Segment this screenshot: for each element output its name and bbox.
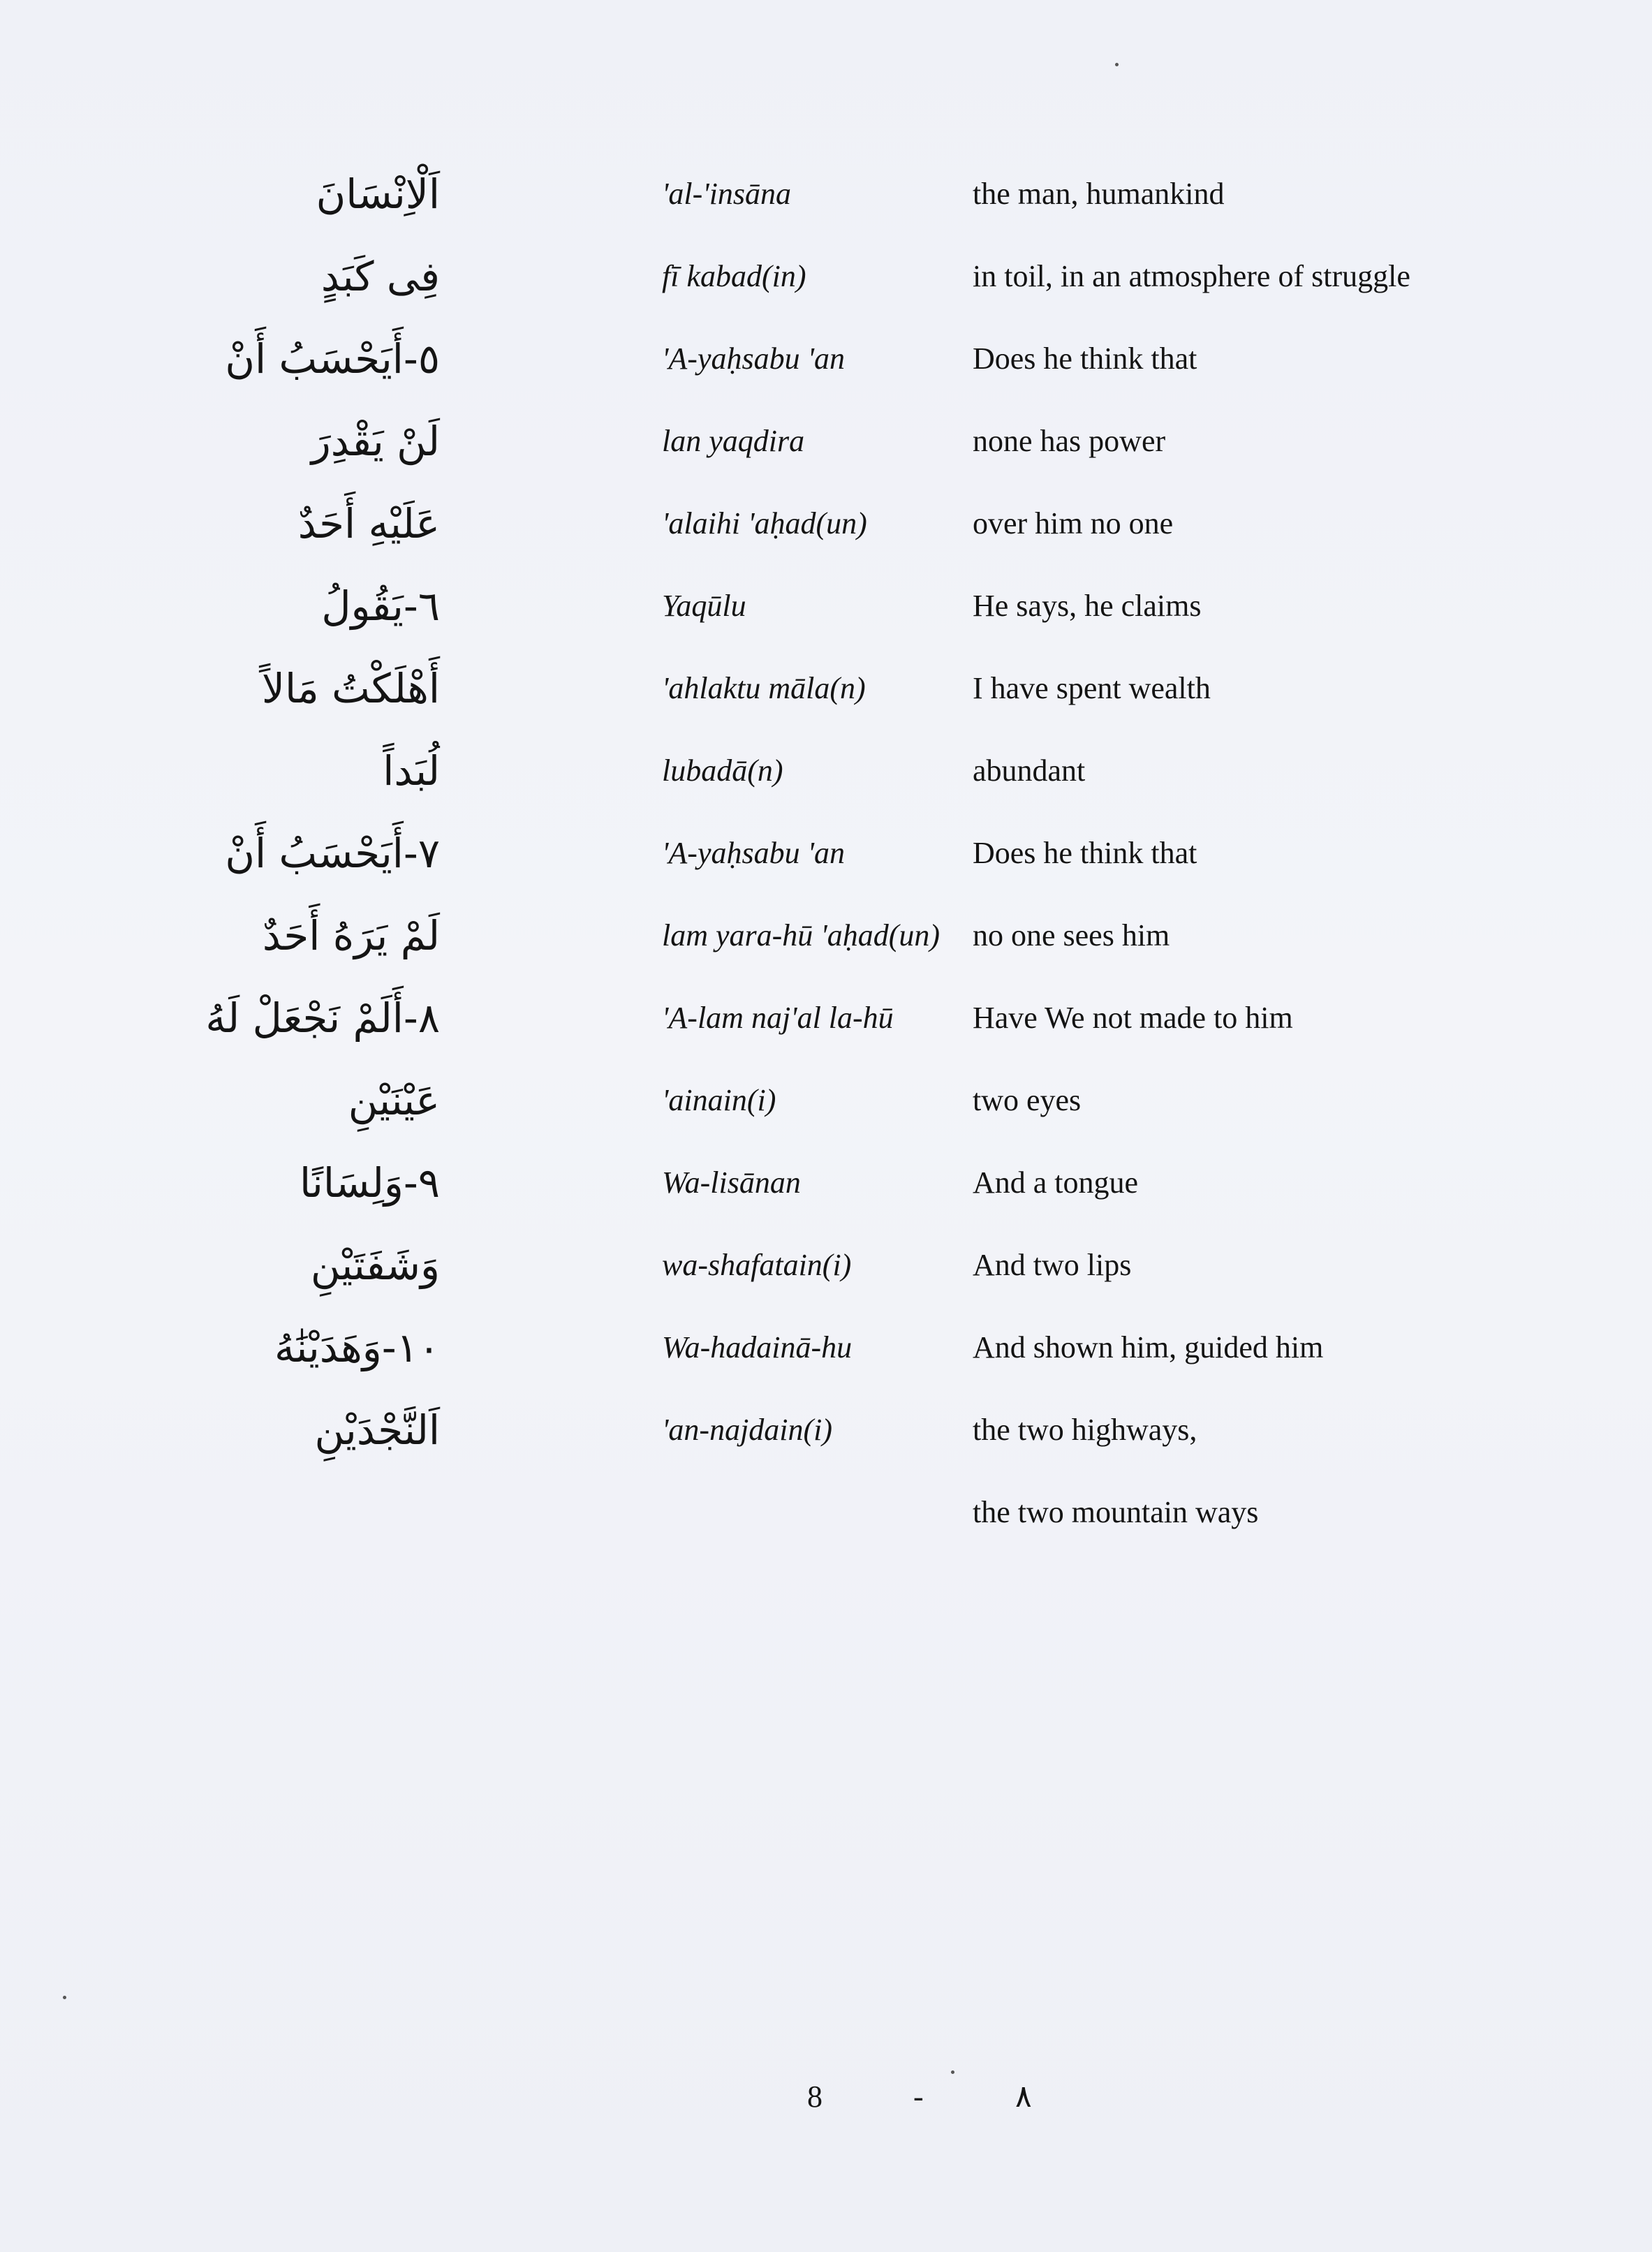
page-footer xyxy=(0,2073,1652,2121)
meaning: Does he think that xyxy=(973,341,1197,376)
transliteration: 'A-lam naj'al la-hū xyxy=(662,1001,894,1035)
meaning: And two lips xyxy=(973,1248,1132,1282)
meaning: And a tongue xyxy=(973,1165,1139,1200)
vocab-row xyxy=(0,736,1652,818)
arabic-word: لَنْ يَقْدِرَ xyxy=(311,418,440,465)
arabic-word: اَلنَّجْدَيْنِ xyxy=(314,1406,440,1454)
vocab-row xyxy=(0,1066,1652,1148)
transliteration: 'alaihi 'aḥad(un) xyxy=(662,506,867,540)
transliteration: lan yaqdira xyxy=(662,424,805,458)
arabic-word: فِى كَبَدٍ xyxy=(320,253,440,300)
transliteration: 'ainain(i) xyxy=(662,1083,776,1117)
vocabulary-list xyxy=(0,159,1652,1547)
arabic-word: أَهْلَكْتُ مَالاً xyxy=(261,665,440,712)
meaning: abundant xyxy=(973,753,1086,788)
meaning-continuation: the two mountain ways xyxy=(973,1495,1259,1529)
arabic-word: ١٠-وَهَدَيْنَٰهُ xyxy=(274,1324,440,1371)
meaning: over him no one xyxy=(973,506,1174,540)
arabic-word: ٥-أَيَحْسَبُ أَنْ xyxy=(225,335,440,383)
meaning: in toil, in an atmosphere of struggle xyxy=(973,259,1410,293)
transliteration: Wa-hadainā-hu xyxy=(662,1330,853,1364)
vocab-row xyxy=(0,489,1652,571)
transliteration: 'A-yaḥsabu 'an xyxy=(662,836,846,870)
meaning: two eyes xyxy=(973,1083,1082,1117)
vocab-row xyxy=(0,1313,1652,1395)
scan-speck xyxy=(63,1996,66,1999)
meaning: And shown him, guided him xyxy=(973,1330,1324,1364)
scan-speck xyxy=(951,2070,954,2074)
vocab-row xyxy=(0,983,1652,1066)
arabic-word: ٨-أَلَمْ نَجْعَلْ لَهُ xyxy=(205,994,440,1042)
arabic-word: ٦-يَقُولُ xyxy=(321,582,440,630)
vocab-row xyxy=(0,324,1652,406)
meaning: He says, he claims xyxy=(973,589,1202,623)
vocab-row xyxy=(0,654,1652,736)
transliteration: Yaqūlu xyxy=(662,589,746,623)
meaning: none has power xyxy=(973,424,1166,458)
page-number-separator: - xyxy=(913,2080,924,2114)
arabic-word: عَيْنَيْنِ xyxy=(348,1077,440,1124)
vocab-row xyxy=(0,1230,1652,1313)
arabic-word: لُبَداً xyxy=(383,747,440,795)
transliteration: wa-shafatain(i) xyxy=(662,1248,852,1282)
transliteration: 'al-'insāna xyxy=(662,177,792,211)
vocab-row xyxy=(0,242,1652,324)
arabic-word: وَشَفَتَيْنِ xyxy=(310,1242,440,1289)
arabic-word: عَلَيْهِ أَحَدٌ xyxy=(297,500,440,547)
vocab-row xyxy=(0,818,1652,901)
transliteration: 'A-yaḥsabu 'an xyxy=(662,341,846,376)
transliteration: lam yara-hū 'aḥad(un) xyxy=(662,918,941,952)
meaning: Have We not made to him xyxy=(973,1001,1293,1035)
arabic-word: ٧-أَيَحْسَبُ أَنْ xyxy=(225,830,440,877)
meaning: Does he think that xyxy=(973,836,1197,870)
transliteration: 'an-najdain(i) xyxy=(662,1413,833,1447)
meaning: I have spent wealth xyxy=(973,671,1211,705)
vocab-row xyxy=(0,1148,1652,1230)
meaning: the man, humankind xyxy=(973,177,1225,211)
page-number-arabic: ٨ xyxy=(1015,2079,1032,2114)
transliteration: Wa-lisānan xyxy=(662,1165,801,1200)
page-number: 8 xyxy=(807,2080,823,2114)
scan-speck xyxy=(1115,63,1119,66)
vocab-row xyxy=(0,159,1652,242)
arabic-word: ٩-وَلِسَانًا xyxy=(300,1159,440,1207)
meaning: no one sees him xyxy=(973,918,1170,952)
arabic-word: اَلْاِنْسَانَ xyxy=(316,170,440,218)
vocab-row xyxy=(0,1395,1652,1478)
vocab-row xyxy=(0,406,1652,489)
transliteration: lubadā(n) xyxy=(662,753,783,788)
vocab-row-continuation xyxy=(0,1478,1652,1547)
transliteration: 'ahlaktu māla(n) xyxy=(662,671,866,705)
vocab-row xyxy=(0,571,1652,654)
meaning: the two highways, xyxy=(973,1413,1197,1447)
transliteration: fī kabad(in) xyxy=(662,259,806,293)
vocab-row xyxy=(0,901,1652,983)
arabic-word: لَمْ يَرَهُ أَحَدٌ xyxy=(262,912,440,959)
